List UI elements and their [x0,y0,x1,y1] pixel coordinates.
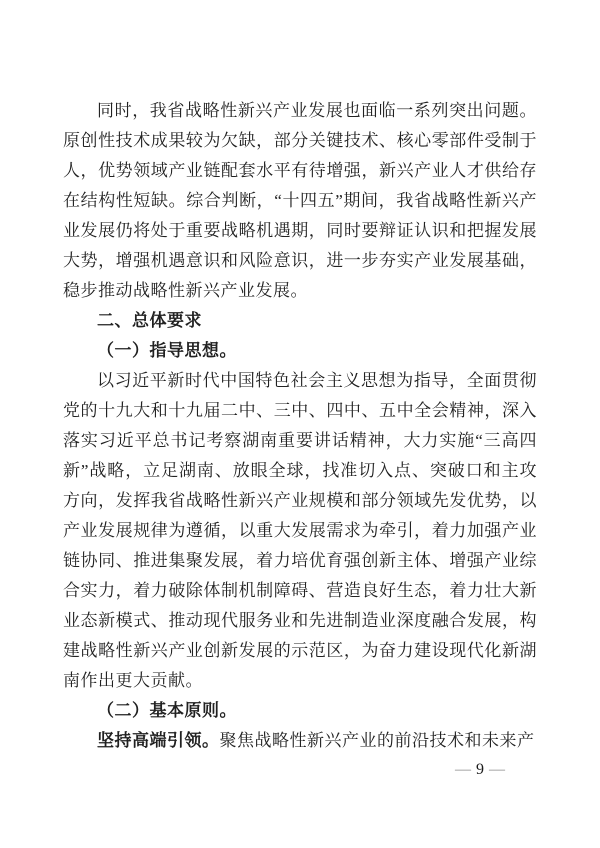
principle-body-text: 聚焦战略性新兴产业的前沿技术和未来产 [219,731,535,750]
page-number-dash-right: — [489,761,505,778]
section-heading-overall-requirements: 二、总体要求 [97,311,202,330]
paragraph-intro: 同时，我省战略性新兴产业发展也面临一系列突出问题。原创性技术成果较为欠缺，部分关键技术、核心零部件受制于人，优势领域产业链配套水平有待增强，新兴产业人才供给存在结构性短缺。综合判断，“十四五”期间，我省战略性新兴产业发展仍将处于重要战略机遇期，同时要辩证认识和把握发展大势，增强机遇意识和风险意识，进一步夯实产业发展基础，稳步推动战略性新兴产业发展。 [63,101,537,300]
document-body [63,96,537,756]
paragraph-guiding-thought: 以习近平新时代中国特色社会主义思想为指导，全面贯彻党的十九大和十九届二中、三中、四中、五中全会精神，深入落实习近平总书记考察湖南重要讲话精神，大力实施“三高四新”战略，立足湖南、放眼全球，找准切入点、突破口和主攻方向，发挥我省战略性新兴产业规模和部分领域先发优势，以产业发展规律为遵循，以重大发展需求为牵引，着力加强产业链协同、推进集聚发展，着力培优育强创新主体、增强产业综合实力，着力破除体制机制障碍、营造良好生态，着力壮大新业态新模式、推动现代服务业和先进制造业深度融合发展，构建战略性新兴产业创新发展的示范区，为奋力建设现代化新湖南作出更大贡献。 [63,371,537,690]
principle-lead-text: 坚持高端引领。 [97,731,220,750]
subsection-heading-guiding-thought: （一）指导思想。 [97,341,237,360]
page-number-value: 9 [476,761,484,778]
paragraph-principle-high-end [63,726,537,756]
page-number-dash-left: — [455,761,471,778]
subsection-heading-basic-principles: （二）基本原则。 [97,701,237,720]
page-number [455,757,505,783]
